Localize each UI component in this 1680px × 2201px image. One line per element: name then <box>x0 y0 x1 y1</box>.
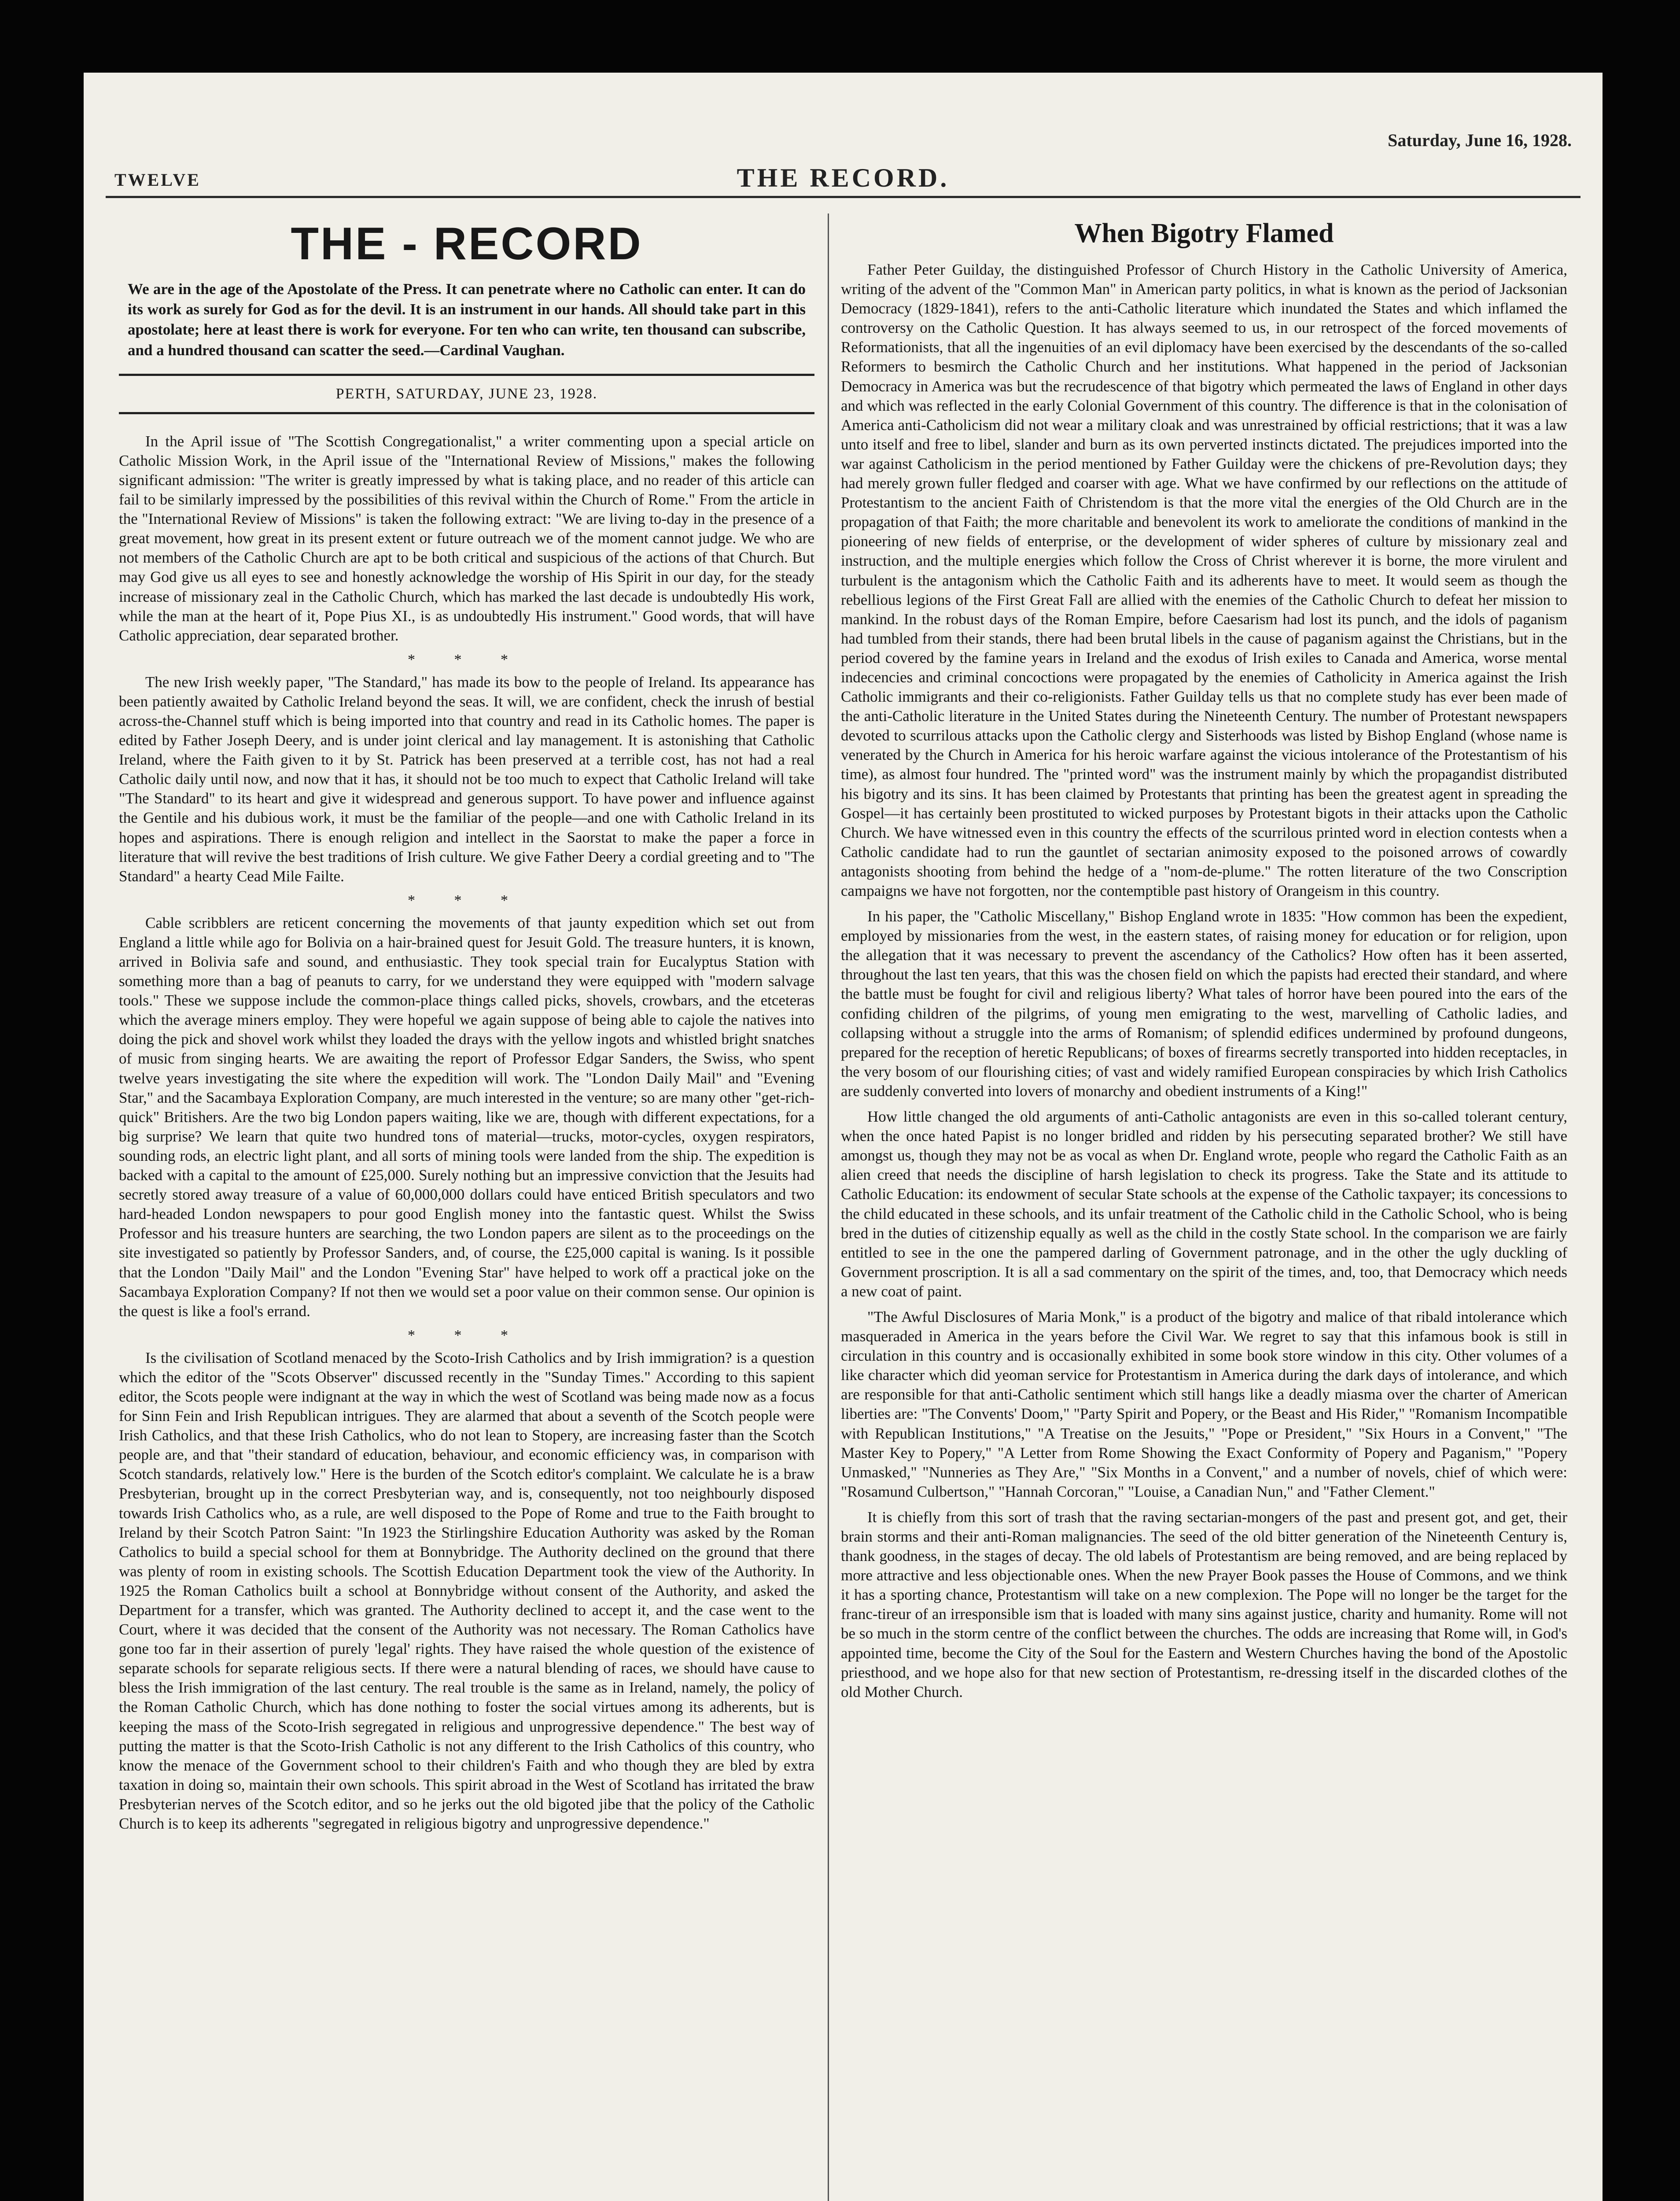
section-separator: * * * <box>408 892 526 909</box>
article-paragraph: "The Awful Disclosures of Maria Monk," is a product of the bigotry and malice of that ribald intolerance which masqueraded in America in the years before the Civil War. We regret to say that this infamous book is still in circulation in this country and is occasionally exhibited in some book store window in this city. Other volumes of a like character which did yeoman service for Protestantism in America during the dark days of intolerance, and which are responsible for that anti-Catholic sentiment which still hangs like a deadly miasma over the charter of American liberties are: "The Convents' Doom," "Party Spirit and Popery, or the Beast and His Rider," "Romanism Incompatible with Republican Institutions," "A Treatise on the Jesuits," "Pope or President," "Six Hours in a Convent," "The Master Key to Popery," "A Letter from Rome Showing the Exact Conformity of Popery and Paganism," "Popery Unmasked," "Nunneries as They Are," "Six Months in a Convent," and a number of novels, chief of which were: "Rosamund Culbertson," "Hannah Corcoran," "Louise, a Canadian Nun," and "Father Clement." <box>841 1308 1567 1500</box>
masthead-motto: We are in the age of the Apostolate of the Press. It can penetrate where no Catholic can enter. It can do its work as surely for God as for the devil. It is an instrument in our hands. All should take part in this apostolate; here at least there is work for everyone. For ten who can write, ten thousand can subscribe, and a hundred thousand can scatter the seed.—Cardinal Vaughan. <box>128 280 806 359</box>
masthead-title: THE - RECORD <box>291 218 643 269</box>
editorial-paragraph: Is the civilisation of Scotland menaced by the Scoto-Irish Catholics and by Irish immigration? is a question which the editor of the "Scots Observer" discussed recently in the "Sunday Times." According to this sapient editor, the Scots people were indignant at the way in which the west of Scotland was being made now as a focus for Sinn Fein and Irish Republican intrigues. They are alarmed that about a seventh of the Scotch people were Irish Catholics, and that these Irish Catholics, who do not lean to Stopery, are increasing faster than the Scotch people are, and that "their standard of education, behaviour, and economic efficiency was, in comparison with Scotch standards, relatively low." Here is the burden of the Scotch editor's complaint. We calculate he is a braw Presbyterian, brought up in the correct Presbyterian way, and is, consequently, not too neighbourly disposed towards Irish Catholics who, as a rule, are well disposed to the Pope of Rome and true to the Faith brought to Ireland by their Scotch Patron Saint: "In 1923 the Stirlingshire Education Authority was asked by the Roman Catholics to build a special school for them at Bonnybridge. The Authority declined on the ground that there was plenty of room in existing schools. The Scottish Education Department took the view of the Authority. In 1925 the Roman Catholics built a school at Bonnybridge without consent of the Authority, and asked the Department for a transfer, which was granted. The Authority declined to accept it, and the case went to the Court, where it was decided that the consent of the Authority was not necessary. The Roman Catholics have gone too far in their assertion of purely 'legal' rights. They have raised the whole question of the existence of separate schools for separate religious sects. If there were a natural blending of races, we should have cause to bless the Irish immigration of the last century. The real trouble is the same as in Ireland, namely, the policy of the Roman Catholic Church, which has done nothing to foster the social virtues among its adherents, but is keeping the mass of the Scoto-Irish segregated in religious and unprogressive dependence." The best way of putting the matter is that the Scoto-Irish Catholic is not any different to the Irish Catholics of this country, who know the menace of the Government school to their children's Faith and who though they are bled by extra taxation in doing so, maintain their own schools. This spirit abroad in the West of Scotland has irritated the braw Presbyterian nerves of the Scotch editor, and so he jerks out the old bigoted jibe that the policy of the Catholic Church is to keep its adherents "segregated in religious bigotry and unprogressive dependence." <box>119 1349 814 1833</box>
article-heading: When Bigotry Flamed <box>1074 218 1334 248</box>
right-column <box>841 213 1567 2201</box>
column-rule <box>828 213 829 2201</box>
article-paragraph: Father Peter Guilday, the distinguished Professor of Church History in the Catholic University of America, writing of the advent of the "Common Man" in American party politics, in what is known as the period of Jacksonian Democracy (1829-1841), refers to the anti-Catholic literature which inundated the States and which inflamed the controversy on the Catholic Question. It has always seemed to us, in our retrospect of the forced movements of Reformationists, that all the ingenuities of an evil diplomacy have been exercised by the descendants of the so-called Reformers to besmirch the Catholic Church and her institutions. What happened in the period of Jacksonian Democracy in America was but the recrudescence of that bigotry which permeated the laws of England in other days and which was reflected in the early Colonial Government of this country. The difference is that in the colonisation of America anti-Catholicism did not wear a military cloak and was unrestrained by official restrictions; that it was a law unto itself and free to libel, slander and burn as its own perverted instincts dictated. The prejudices imported into the war against Catholicism in the period mentioned by Father Guilday were the chickens of pre-Revolution days; they had merely grown fuller fledged and coarser with age. What we have confirmed by our reflections on the attitude of Protestantism to the ancient Faith of Christendom is that the more vital the energies of the Old Church are in the propagation of that Faith; the more charitable and benevolent its work to ameliorate the conditions of mankind in the pioneering of new fields of enterprise, or the development of wider spheres of culture by missionary zeal and instruction, and the multiple energies which follow the Cross of Christ wherever it is borne, the more virulent and turbulent is the antagonism which the Catholic Faith and its adherents have to meet. It would seem as though the rebellious legions of the First Great Fall are allied with the enemies of the Catholic Church to defeat her mission to mankind. In the robust days of the Roman Empire, before Caesarism had lost its punch, and the idols of paganism had tumbled from their stands, there had been brutal libels in the cause of paganism against the Christians, but in the period covered by the famine years in Ireland and the exodus of Irish exiles to Canada and America, worse mental indecencies and criminal concoctions were propagated by the enemies of Catholicity in America against the Irish Catholic immigrants and their co-religionists. Father Guilday tells us that no complete study has ever been made of the anti-Catholic literature in the United States during the Nineteenth Century. The number of Protestant newspapers devoted to scurrilous attacks upon the Catholic clergy and Sisterhoods was listed by Bishop England (whose name is venerated by the Church in America for his heroic warfare against the vicious intolerance of the Protestantism of his time), as almost four hundred. The "printed word" was the instrument mainly by which the propagandist distributed his bigotry and its sins. It has been claimed by Protestants that printing has been the greatest agent in spreading the Gospel—it has certainly been prostituted to wicked purposes by Protestant bigots in their attacks upon the Catholic Church. We have witnessed even in this country the effects of the scurrilous printed word in election contests when a Catholic candidate had to run the gauntlet of sectarian animosity exposed to the poisoned arrows of cowardly antagonists shooting from behind the hedge of a "nom-de-plume." The rotten literature of the two Conscription campaigns we have not forgotten, nor the contemptible past history of Orangeism in this country. <box>841 261 1567 899</box>
section-separator: * * * <box>408 651 526 668</box>
editorial-paragraph: In the April issue of "The Scottish Congregationalist," a writer commenting upon a special article on Catholic Mission Work, in the April issue of the "International Review of Missions," makes the following significant admission: "The writer is greatly impressed by what is taking place, and no reader of this article can fail to be similarly impressed by the possibilities of this revival within the Church of Rome." From the article in the "International Review of Missions" is taken the following extract: "We are living to-day in the presence of a great movement, how great in its present extent or future outreach we of the moment cannot judge. We who are not members of the Catholic Church are apt to be both critical and suspicious of the actions of that Church. But may God give us all eyes to see and honestly acknowledge the worship of His Spirit in our day, for the steady increase of missionary zeal in the Catholic Church, which has marked the last decade is undoubtedly His work, while the man at the heart of it, Pope Pius XI., is as undoubtedly His instrument." Good words, that will have Catholic appreciation, dear separated brother. <box>119 432 814 644</box>
editorial-paragraph: Cable scribblers are reticent concerning the movements of that jaunty expedition which set out from England a little while ago for Bolivia on a hair-brained quest for Jesuit Gold. The treasure hunters, it is known, arrived in Bolivia safe and sound, and enthusiastic. They took special train for Eucalyptus Station with something more than a bag of peanuts to carry, for we understand they were equipped with "modern salvage tools." These we suppose include the common-place things called picks, shovels, crowbars, and the etceteras which the average miners employ. They were hopeful we again suppose of being able to cajole the natives into doing the pick and shovel work whilst they loaded the drays with the yellow ingots and whistled bright snatches of music from singing hearts. We are awaiting the report of Professor Edgar Sanders, the Swiss, who spent twelve years investigating the site where the expedition will work. The "London Daily Mail" and "Evening Star," and the Sacambaya Exploration Company, are much interested in the venture; so are many other "get-rich-quick" Britishers. Are the two big London papers waiting, like we are, though with different expectations, for a big surprise? We learn that quite two hundred tons of material—trucks, motor-cycles, oxygen respirators, sounding rods, an electric light plant, and all sorts of mining tools were landed from the ship. The expedition is backed with a capital to the amount of £25,000. Surely nothing but an impressive conviction that the Jesuits had secretly stored away treasure of a value of 60,000,000 dollars could have enticed British speculators and two hard-headed London newspapers to pour good English money into the fantastic quest. Whilst the Swiss Professor and his treasure hunters are searching, the two London papers are silent as to the proceedings on the site investigated so patiently by Professor Sanders, and, of course, the £25,000 capital is waning. Is it possible that the London "Daily Mail" and the London "Evening Star" have helped to work off a practical joke on the Sacambaya Exploration Company? If not then we would set a poor value on their common sense. Our opinion is the quest is like a fool's errand. <box>119 914 814 1320</box>
article-paragraph: In his paper, the "Catholic Miscellany," Bishop England wrote in 1835: "How common has been the expedient, employed by missionaries from the west, in the eastern states, of raising money for education or for religion, upon the allegation that it was necessary to prevent the ascendancy of the Catholics? How often has it been asserted, throughout the last ten years, that this was the chosen field on which the papists had erected their standard, and where the battle must be fought for civil and religious liberty? What tales of horror have been poured into the ears of the confiding children of the pilgrims, of young men emigrating to the west, marvelling of Catholic ladies, and collapsing without a struggle into the arms of Romanism; of splendid edifices undermined by profound dungeons, prepared for the reception of heretic Republicans; of boxes of firearms secretly transported into hidden receptacles, in the very bosom of our flourishing cities; of vast and widely ramified European conspiracies by which Irish Catholics are suddenly converted into lovers of monarchy and obedient instruments of a King!" <box>841 908 1567 1100</box>
article-paragraph: How little changed the old arguments of anti-Catholic antagonists are even in this so-called tolerant century, when the once hated Papist is no longer bridled and ridden by his persecuting separated brother? We still have amongst us, though they may not be as vocal as when Dr. England wrote, people who regard the Catholic Faith as an alien creed that needs the discipline of harsh legislation to check its progress. Take the State and its attitude to Catholic Education: its endowment of secular State schools at the expense of the Catholic taxpayer; its concessions to the child educated in these schools, and its unfair treatment of the Catholic child in the Catholic School, who is being bred in the duties of citizenship equally as well as the child in the costly State school. In the comparison we are fairly entitled to see in the one the pampered darling of Government patronage, and in the other the ugly duckling of Government proscription. It is all a sad commentary on the spirit of the times, and, too, that Democracy which needs a new coat of paint. <box>841 1108 1567 1300</box>
page-label: TWELVE <box>114 170 201 190</box>
left-column <box>119 213 814 2201</box>
article-paragraph: It is chiefly from this sort of trash that the raving sectarian-mongers of the past and present got, and get, their brain storms and their anti-Roman malignancies. The seed of the old bitter generation of the Nineteenth Century is, thank goodness, in the stages of decay. The old labels of Protestantism are being removed, and are being replaced by more attractive and less objectionable ones. When the new Prayer Book passes the House of Commons, and we think it has a sporting chance, Protestantism will take on a new complexion. The Pope will no longer be the target for the franc-tireur of an irresponsible ism that is loaded with many sins against justice, charity and humanity. Rome will not be so much in the storm centre of the conflict between the churches. The odds are increasing that Rome will, in God's appointed time, become the City of the Soul for the Eastern and Western Churches having the bond of the Apostolic priesthood, and we hope also for that new section of Protestantism, re-dressing itself in the discarded clothes of the old Mother Church. <box>841 1508 1567 1700</box>
paper-name: THE RECORD. <box>737 163 950 192</box>
issue-date: Saturday, June 16, 1928. <box>1388 130 1572 150</box>
dateline: PERTH, SATURDAY, JUNE 23, 1928. <box>119 374 814 414</box>
newspaper-page <box>84 73 1603 2201</box>
running-head <box>106 130 1581 198</box>
editorial-paragraph: The new Irish weekly paper, "The Standard," has made its bow to the people of Ireland. Its appearance has been patiently awaited by Catholic Ireland beyond the seas. It will, we are confident, check the inrush of bestial across-the-Channel stuff which is being imported into that country and read in its Catholic homes. The paper is edited by Father Joseph Deery, and is under joint clerical and lay management. It is astonishing that Catholic Ireland, where the Faith given to it by St. Patrick has been preserved at a terrible cost, has not had a real Catholic daily until now, and now that it has, it should not be too much to expect that Catholic Ireland will take "The Standard" to its heart and give it widespread and generous support. To have power and influence against the Gentile and his dubious work, it must be the familiar of the people—and one with Catholic Ireland in its hopes and aspirations. There is enough religion and intellect in the Saorstat to make the paper a force in literature that will revive the best traditions of Irish culture. We give Father Deery a cordial greeting and to "The Standard" a hearty Cead Mile Failte. <box>119 673 814 885</box>
section-separator: * * * <box>408 1327 526 1343</box>
